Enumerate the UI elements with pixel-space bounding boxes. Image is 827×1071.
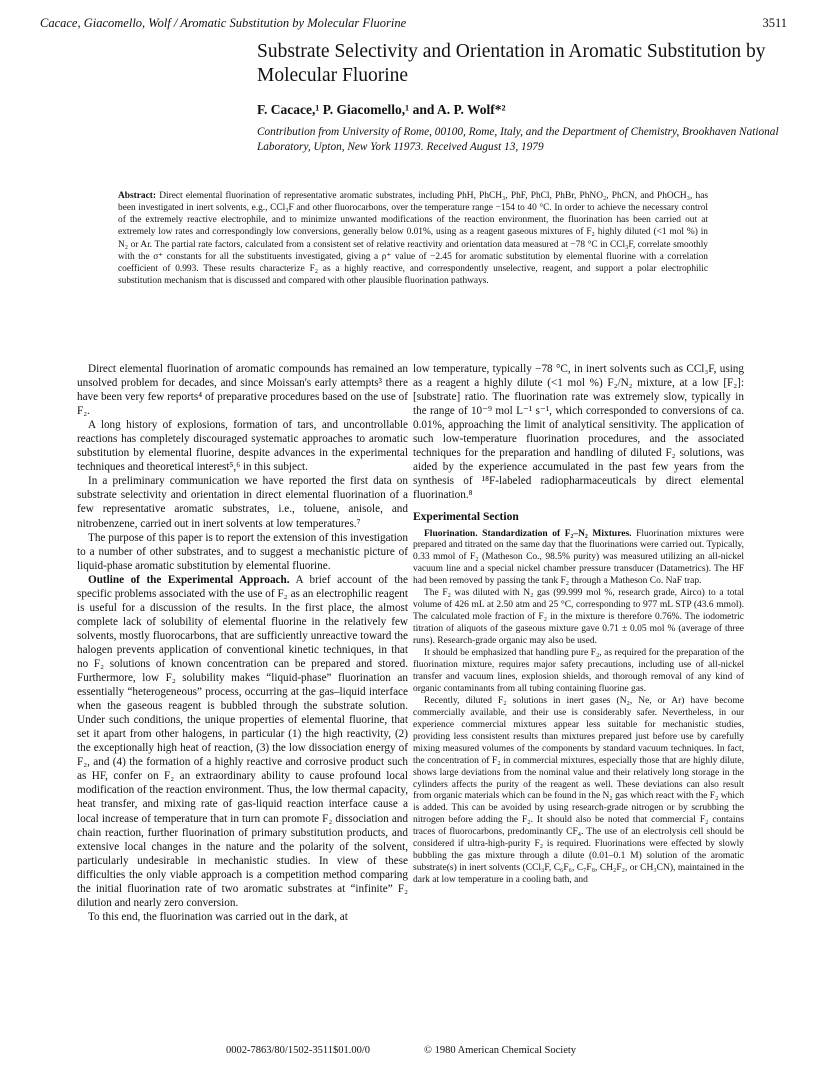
article-code: 0002-7863/80/1502-3511$01.00/0: [226, 1045, 370, 1056]
running-title: Cacace, Giacomello, Wolf / Aromatic Substitution by Molecular Fluorine: [40, 16, 407, 30]
subsection-heading: Outline of the Experimental Approach.: [88, 573, 290, 586]
abstract-text: Direct elemental fluorination of representative aromatic substrates, including PhH, PhCH₃, PhF, PhCl, PhBr, PhNO₂, PhCN, and PhOCH₃, has been investigated in inert solvents, e.g., CCl₃F and other fluorocarbons, over the temperature range −154 to 40 °C. In order to achieve the necessary control of the extremely reactive electrophile, and to minimize unwanted modifications of the reaction environment, the fluorination has been carried out at extremely low rates and correspondingly low conversions, generally below 0.01%, using as a reagent gaseous mixtures of F₂ highly diluted (<1 mol %) in N₂ or Ar. The partial rate factors, calculated from a consistent set of relative reactivity and orientation data measured at −78 °C in CCl₃F, correlate smoothly with the σ⁺ constants for all the substituents investigated, giving a ρ⁺ value of −2.45 for aromatic substitution by elemental fluorine with a correlation coefficient of 0.993. These results characterize F₂ as a highly reactive, and correspondently unselective, reagent, and support a polar electrophilic substitution mechanism that is discussed and compared with other plausible fluorination pathways.: [118, 191, 709, 287]
affiliation: Contribution from University of Rome, 00100, Rome, Italy, and the Department of Chemistry, Brookhaven National Laboratory, Upton, New York 11973. Received August 13, 1979: [257, 126, 779, 153]
abstract: [118, 190, 708, 287]
paragraph-text: A brief account of the specific problems associated with the use of F₂ as an electrophilic reagent is useful for a discussion of the results. In the first place, the almost complete lack of solubility of elemental fluorine in the relatively few solvents, mostly fluorocarbons, that are sufficiently unreactive toward the halogen prevents application of conventional kinetic techniques, in that no F₂ solutions of known concentration can be prepared and stored. Furthermore, low F₂ solubility makes “liquid-phase” fluorination an essentially “heterogeneous” process, occurring at the gas–liquid interface when the gaseous reagent is bubbled through the substrate solution. Under such conditions, the unique properties of elemental fluorine, that set it apart from other halogens, in particular (1) the high reactivity, (2) the exceptionally high heat of reaction, (3) the low dissociation energy of F₂, and (4) the formation of a highly reactive and corrosive product such as HF, confer on F₂ an extraordinary ability to cause profound local modification of the reaction environment. Thus, the low thermal capacity, heat transfer, and mixing rate of gas-liquid reaction interface cause a local increase of temperature that in turn can promote F₂ dissociation and chain reaction, further fluorination of primary substitution products, and extensive local changes in the nature and the polarity of the solvent, particularly undesirable in mechanistic studies. In view of these difficulties the only viable approach is a competition method comparing the initial fluorination rate of two aromatic substrates at “infinite” F₂ dilution and nearly zero conversion.: [77, 573, 408, 909]
paragraph: [413, 529, 744, 589]
abstract-label: Abstract:: [118, 191, 157, 201]
paragraph-text: Fluorination mixtures were prepared and titrated on the same day that the fluorinations were carried out. Typically, 0.33 mmol of F₂ (Matheson Co., 98.5% purity) was measured utilizing an all-nickel vacuum line and a special nickel chamber pressure transducer (Datametrics). The HF had been removed by passing the tank F₂ through a Matheson Co. NaF trap.: [413, 528, 744, 587]
title-block: [257, 40, 797, 155]
paragraph: A long history of explosions, formation of tars, and uncontrollable reactions has completely discouraged systematic approaches to aromatic substitution by elemental fluorine, despite advances in the experimental techniques and theoretical interest⁵,⁶ in this subject.: [77, 419, 408, 474]
paragraph: [77, 573, 408, 910]
authors: F. Cacace,¹ P. Giacomello,¹ and A. P. Wolf*²: [257, 102, 506, 117]
page-number: 3511: [762, 16, 787, 30]
paragraph: To this end, the fluorination was carried out in the dark, at: [88, 910, 348, 923]
right-column: [413, 362, 744, 887]
article-title: Substrate Selectivity and Orientation in Aromatic Substitution by Molecular Fluorine: [257, 41, 766, 86]
left-column: [77, 362, 408, 924]
paragraph: The F₂ was diluted with N₂ gas (99.999 mol %, research grade, Airco) to a total volume of 426 mL at 2.50 atm and 25 °C, corresponding to 977 mL STP (43.6 mmol). The calculated mole fraction of F₂ in the mixture is therefore 0.76%. The iodometric titration of aliquots of the gaseous mixture gave 0.71 ± 0.05 mol % (average of three runs). Research-grade organic may also be used.: [413, 588, 744, 647]
running-head: [40, 16, 787, 34]
copyright: © 1980 American Chemical Society: [424, 1045, 577, 1056]
paragraph: Direct elemental fluorination of aromatic compounds has remained an unsolved problem for decades, and since Moissan's early attempts³ there have been very few reports⁴ of preparative procedures based on the use of F₂.: [77, 363, 408, 418]
paragraph: Recently, diluted F₂ solutions in inert gases (N₂, Ne, or Ar) have become commercially available, and their use is considerably safer. Nevertheless, in our experience commercial mixtures appear less suitable for mechanistic studies, providing less consistent results than mixtures prepared just before use by carefully mixing measured volumes of the components by standard vacuum techniques. In fact, the concentration of F₂ in commercial mixtures, especially those that are highly dilute, shows large deviations from the nominal value and their relatively long storage in the cylinders affects the purity of the reagent as well. These deviations can also result from organic materials which can be found in the N₂ gas which react with the F₂ which is added. This can be avoided by using research-grade nitrogen or by scrubbing the nitrogen before adding the F₂. It should also be noted that commercial F₂ contains traces of fluorocarbons, predominantly CF₄. The use of an electrolysis cell should be considered if ultra-high-purity F₂ is required. Fluorinations were effected by slowly bubbling the gas mixture through a dilute (0.01–0.1 M) solution of the aromatic substrate(s) in inert solvents (CCl₃F, C₆F₆, C₇F₈, CH₂F₂, or CH₃CN), maintained in the dark at low temperature in a cooling bath, and: [413, 695, 744, 886]
paragraph: It should be emphasized that handling pure F₂, as required for the preparation of the fluorination mixture, requires major safety precautions, including use of all-nickel transfer and vacuum lines, explosion shields, and thorough removal of any kind of organic contaminants from all tubing containing fluorine gas.: [413, 648, 744, 694]
paragraph: low temperature, typically −78 °C, in inert solvents such as CCl₃F, using as a reagent a highly dilute (<1 mol %) F₂/N₂ mixture, at a low [F₂]:[substrate] ratio. The fluorination rate was extremely slow, typically in the range of 10⁻⁹ mol L⁻¹ s⁻¹, which corresponded to conversions of ca. 0.01%, approaching the limit of analytical sensitivity. The application of such low-temperature fluorination procedures, and the associated techniques for the preparation and handling of diluted F₂ solutions, was aided by the experience accumulated in the past few years from the synthesis of ¹⁸F-labeled radiopharmaceuticals by direct elemental fluorination.⁸: [413, 363, 744, 502]
paragraph: In a preliminary communication we have reported the first data on substrate selectivity and orientation in direct elemental fluorination of a few representative aromatic substrates, i.e., toluene, anisole, and nitrobenzene, carried out in inert solvents at low temperatures.⁷: [77, 475, 408, 530]
paragraph: The purpose of this paper is to report the extension of this investigation to a number of other substrates, and to suggest a mechanistic picture of liquid-phase aromatic substitution by elemental fluorine.: [77, 531, 408, 572]
section-heading: Experimental Section: [413, 511, 519, 524]
subsection-heading: Fluorination. Standardization of F₂–N₂ Mixtures.: [424, 528, 632, 539]
